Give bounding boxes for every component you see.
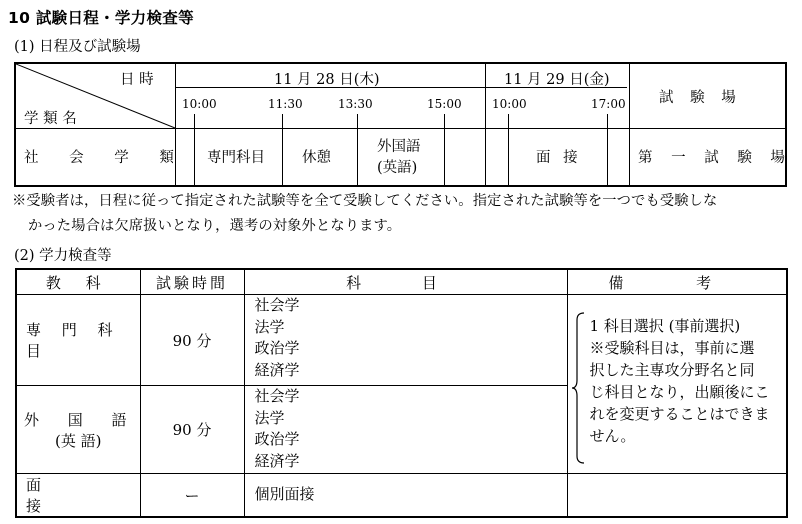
remarks-cell — [567, 295, 787, 474]
time-label: 13:30 — [338, 97, 373, 111]
column-header: 教 科 — [16, 269, 140, 295]
subject-item: 経済学 — [254, 360, 300, 379]
subjects-cell — [244, 474, 567, 518]
venue-name: 第 一 試 験 場 — [638, 150, 792, 166]
subject-area-sublabel: (英 語) — [55, 431, 102, 450]
table-header-row — [16, 269, 787, 295]
exam-table — [15, 268, 788, 518]
subject-item: 法学 — [254, 408, 285, 427]
row-category-name: 社 会 学 類 — [24, 150, 187, 166]
subject-item: 政治学 — [254, 430, 300, 448]
header-time-label: 日 時 — [120, 72, 154, 88]
subject-item: 経済学 — [254, 451, 300, 470]
subject-item: 社会学 — [254, 387, 300, 405]
time-tick — [607, 114, 608, 187]
column-divider — [629, 64, 630, 185]
block-language-note: (英語) — [377, 160, 418, 176]
column-header: 備 考 — [567, 269, 787, 295]
exam-time-cell: ー — [140, 474, 244, 518]
time-label: 15:00 — [427, 97, 462, 111]
remark-line: せん。 — [589, 427, 636, 445]
remark-line: じ科目となり，出願後にこ — [589, 383, 770, 401]
remark-line: ※受験科目は，事前に選 — [589, 339, 755, 357]
subject-area-cell: 面 接 — [16, 474, 140, 518]
remark-line: 択した主専攻分野名と同 — [589, 361, 755, 379]
subject-item: 個別面接 — [254, 485, 315, 504]
column-divider — [485, 64, 486, 185]
subject-area-cell — [16, 386, 140, 474]
header-divider-line — [16, 128, 785, 129]
remark-line: れを変更することはできま — [589, 405, 770, 423]
block-language: 外国語 — [377, 139, 421, 155]
time-tick — [282, 114, 283, 187]
column-header: 試験時間 — [140, 269, 244, 295]
subject-area-cell: 専 門 科 目 — [16, 295, 140, 386]
section-heading: 10 試験日程・学力検査等 — [8, 9, 194, 27]
schedule-subtitle: (1) 日程及び試験場 — [14, 39, 141, 55]
remarks-bracket — [571, 312, 585, 464]
exam-time-cell: 90 分 — [140, 386, 244, 474]
time-tick — [508, 114, 509, 187]
exam-subtitle: (2) 学力検査等 — [14, 248, 112, 264]
table-row — [16, 474, 787, 518]
time-label: 11:30 — [268, 97, 303, 111]
block-break: 休憩 — [302, 150, 331, 166]
time-label: 17:00 — [591, 97, 626, 111]
table-row — [16, 295, 787, 386]
exam-time-cell: 90 分 — [140, 295, 244, 386]
schedule-table — [14, 62, 792, 187]
subjects-cell — [244, 295, 567, 386]
note-line-1: ※受験者は，日程に従って指定された試験等を全て受験してください。指定された試験等を一つでも受験しな — [12, 193, 718, 209]
block-specialty: 専門科目 — [207, 150, 265, 166]
subjects-cell — [244, 386, 567, 474]
subject-item: 社会学 — [254, 296, 300, 314]
note-line-2: かった場合は欠席扱いとなり，選考の対象外となります。 — [28, 218, 402, 234]
time-tick — [444, 114, 445, 187]
time-tick — [194, 114, 195, 187]
time-label: 10:00 — [182, 97, 217, 111]
time-label: 10:00 — [492, 97, 527, 111]
subject-item: 法学 — [254, 317, 285, 336]
subject-item: 政治学 — [254, 339, 300, 357]
column-header: 科 目 — [244, 269, 567, 295]
time-tick — [357, 114, 358, 187]
header-category-label: 学 類 名 — [24, 111, 77, 127]
venue-header: 試 験 場 — [659, 90, 742, 106]
remarks-cell-empty — [567, 474, 787, 518]
block-interview: 面 接 — [536, 150, 582, 166]
remark-line: 1 科目選択 (事前選択) — [589, 317, 741, 335]
day2-label: 11 月 29 日(金) — [504, 72, 610, 88]
day1-label: 11 月 28 日(木) — [274, 72, 380, 88]
subject-area-label: 外 国 語 — [23, 410, 139, 429]
